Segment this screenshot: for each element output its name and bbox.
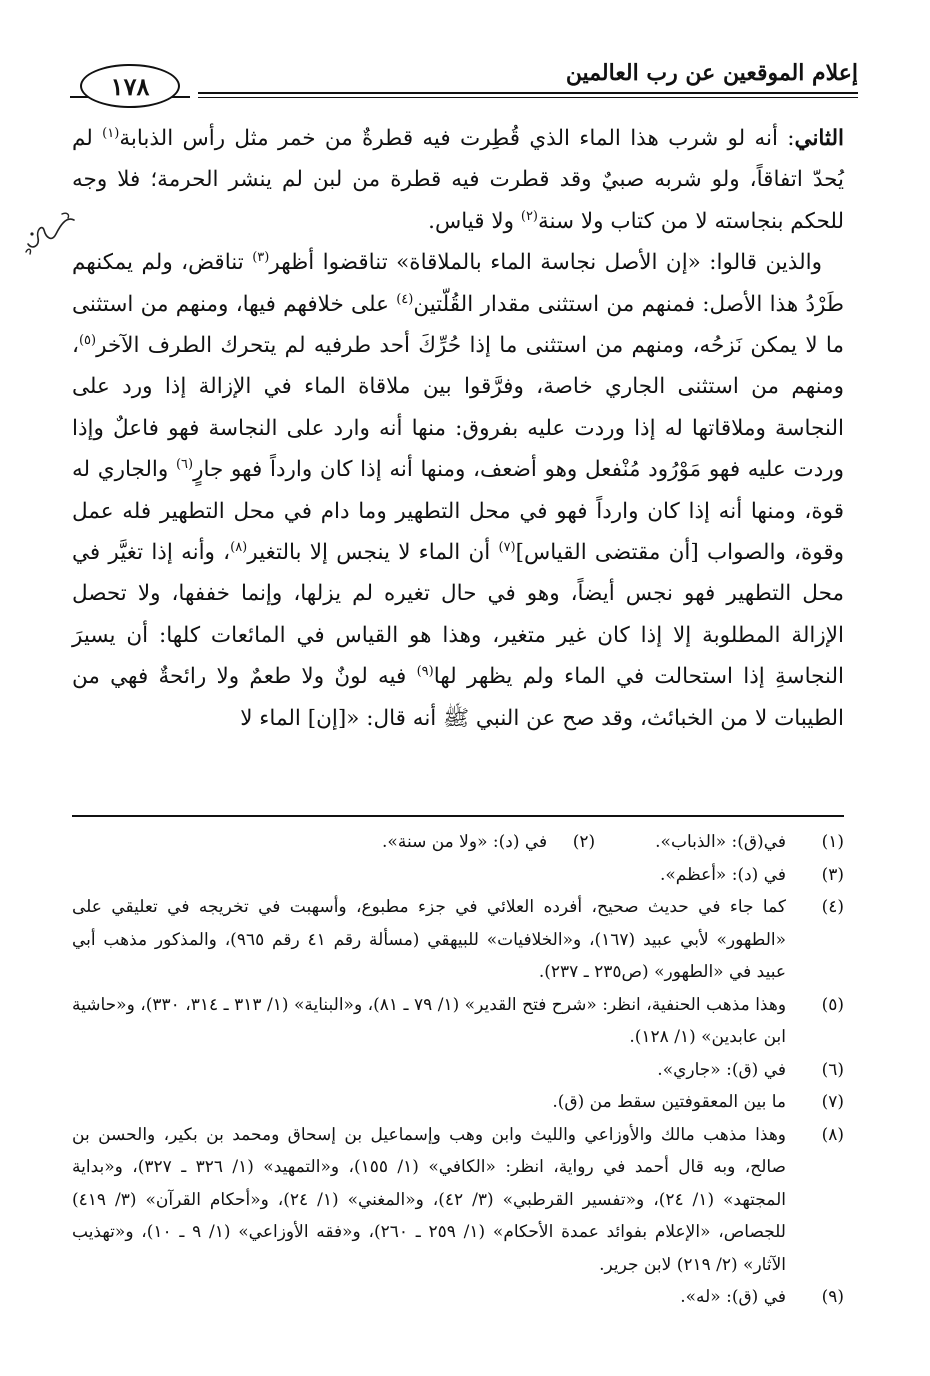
text-segment: والجاري له قوة، ومنها أنه إذا كان وارداً فهو في محل التطهير وما دام في محل التطهير فله عمل وقوة، والصواب [أن مقتضى القياس]: [72, 457, 844, 566]
footnote-ref[interactable]: (٩): [416, 664, 434, 680]
footnote-ref[interactable]: (٤): [396, 291, 414, 307]
text-segment: لم يُحدّ اتفاقاً، ولو شربه صبيٌ وقد قطرت فيه قطرة من لبن لم ينشر الحرمة؛ فلا وجه للحكم بنجاسته لا من كتاب ولا سنة: [72, 126, 844, 234]
footnote-ref[interactable]: (٥): [78, 332, 97, 348]
footnote-number: (٦): [821, 1059, 844, 1080]
footnote-ref[interactable]: (٧): [498, 539, 516, 555]
footnote-text: وهذا مذهب الحنفية، انظر: «شرح فتح القدير» (١/ ٧٩ ـ ٨١)، و«البناية» (١/ ٣١٣ ـ ٣١٤، ٣٣٠)، و«حاشية ابن عابدين» (١/ ١٢٨).: [72, 994, 787, 1047]
footnote-number: (٩): [821, 1287, 844, 1307]
text-segment: والذين قالوا: «إن الأصل نجاسة الماء بالملاقاة» تناقضوا أظهر: [269, 250, 822, 276]
footnote-5: [72, 989, 844, 1054]
text-segment: أن الماء لا ينجس إلا بالتغير: [247, 540, 499, 566]
footnote-7: [72, 1086, 844, 1119]
header-title: إعلام الموقعين عن رب العالمين: [565, 60, 858, 86]
footnotes: [72, 826, 844, 1314]
footnote-number: (٣): [821, 864, 844, 885]
text-segment: ولا قياس.: [428, 208, 521, 234]
text-segment: : أنه لو شرب هذا الماء الذي قُطِرت فيه قطرةٌ من خمر مثل رأس الذبابة: [119, 126, 795, 151]
footnote-8: [72, 1119, 844, 1282]
text-segment: ، وأنه إذا تغيَّر في محل التطهير فهو نجس أيضاً، وهو في حال تغيره لم يزلها، وإنما خففها، ولا تحصل الإزالة المطلوبة إلا إذا كان غير متغير، وهذا هو القياس في المائعات كلها: أن يسيرَ النجاسةِ إذا استحالت في الماء ولم يظهر لها: [72, 540, 845, 690]
footnote-text: وهذا مذهب مالك والأوزاعي والليث وابن وهب وإسماعيل بن إسحاق ومحمد بن بكير، والحسن بن صالح، وبه قال أحمد في رواية، انظر: «الكافي» (١/ ١٥٥)، و«التمهيد» (١/ ٣٢٦ ـ ٣٢٧)، و«بداية المجتهد» (١/ ٢٤)، و«تفسير القرطبي» (٣/ ٤٢)، و«المغني» (١/ ٢٤)، و«أحكام القرآن» (٣/ ٤١٩) للجصاص، «الإعلام بفوائد عمدة الأحكام» (١/ ٢٥٩ ـ ٢٦٠)، و«فقه الأوزاعي» (١/ ٩ ـ ١٠)، و«تهذيب الآثار» (٢/ ٢١٩) لابن جرير.: [72, 1124, 787, 1275]
footnote-text: في (ق): «جاري».: [657, 1059, 786, 1080]
footnote-ref[interactable]: (١): [102, 125, 120, 141]
footnote-text: في(ق): «الذباب».: [655, 832, 786, 852]
footnote-text: في (د): «ولا من سنة».: [382, 832, 548, 852]
footnote-3: [72, 859, 844, 892]
footnote-separator: [72, 815, 844, 817]
footnote-2: [382, 826, 595, 859]
footnote-6: [72, 1054, 844, 1087]
footnote-1: [655, 826, 844, 859]
footnote-ref[interactable]: (٢): [520, 208, 538, 224]
page-number: ١٧٨: [80, 64, 180, 108]
header-rule-thin: [198, 97, 858, 98]
footnote-9: [72, 1281, 844, 1314]
text-segment: على خلافهم فيها، ومنهم من استثنى ما لا يمكن نَزحُه، ومنهم من استثنى ما إذا حُرِّكَ أحد طرفيه لم يتحرك الطرف الآخر: [72, 291, 844, 359]
footnote-number: (٤): [821, 897, 844, 917]
main-text: [72, 118, 844, 739]
footnote-number: (٨): [821, 1124, 844, 1145]
paragraph-second-point: [72, 118, 844, 242]
footnote-number: (١): [821, 832, 844, 852]
footnote-text: كما جاء في حديث صحيح، أفرده العلائي في جزء مطبوع، وأسهبت في تخريجه في تعليقي على «الطهور» لأبي عبيد (١٦٧)، و«الخلافيات» للبيهقي (مسألة رقم ٤١ رقم ٩٦٥)، والمذكور مذهب أبي عبيد في «الطهور» (ص٢٣٥ ـ ٢٣٧).: [72, 897, 787, 982]
footnote-ref[interactable]: (٦): [175, 457, 194, 473]
text-segment: ، ومنهم من استثنى الجاري خاصة، وفرَّقوا بين ملاقاة الماء في الإزالة إذا ورد على النجاسة وملاقاتها له إذا وردت عليه بفروق: منها أنه وارد على النجاسة فهو فاعلٌ وإذا وردت عليه فهو مَوْرُود مُنْفعل وهو أضعف، ومنها أنه إذا كان وارداً فهو جارٍ: [72, 333, 844, 483]
header-rule: [198, 92, 858, 94]
text-segment: تناقض، ولم يمكنهم طَرْدُ هذا الأصل: فمنهم من استثنى مقدار القُلّتين: [72, 250, 844, 317]
footnote-text: في (د): «أعظم».: [660, 864, 786, 885]
footnote-number: (٢): [572, 832, 596, 852]
paragraph-contact-impurity: [72, 242, 844, 739]
running-header: [70, 56, 858, 102]
footnote-4: [72, 891, 844, 989]
footnote-text: ما بين المعقوفتين سقط من (ق).: [552, 1092, 786, 1112]
footnote-number: (٧): [821, 1092, 844, 1112]
footnote-text: في (ق): «له».: [680, 1287, 786, 1307]
footnote-ref[interactable]: (٣): [252, 250, 270, 266]
paragraph-lead: الثاني: [794, 126, 844, 151]
text-segment: فيه لونٌ ولا طعمٌ ولا رائحةٌ فهي من الطيبات لا من الخبائث، وقد صح عن النبي ﷺ أنه قال: «[إن] الماء لا: [72, 664, 844, 731]
footnote-number: (٥): [821, 994, 844, 1015]
footnote-ref[interactable]: (٨): [230, 539, 248, 555]
footnote-row: [72, 826, 844, 859]
